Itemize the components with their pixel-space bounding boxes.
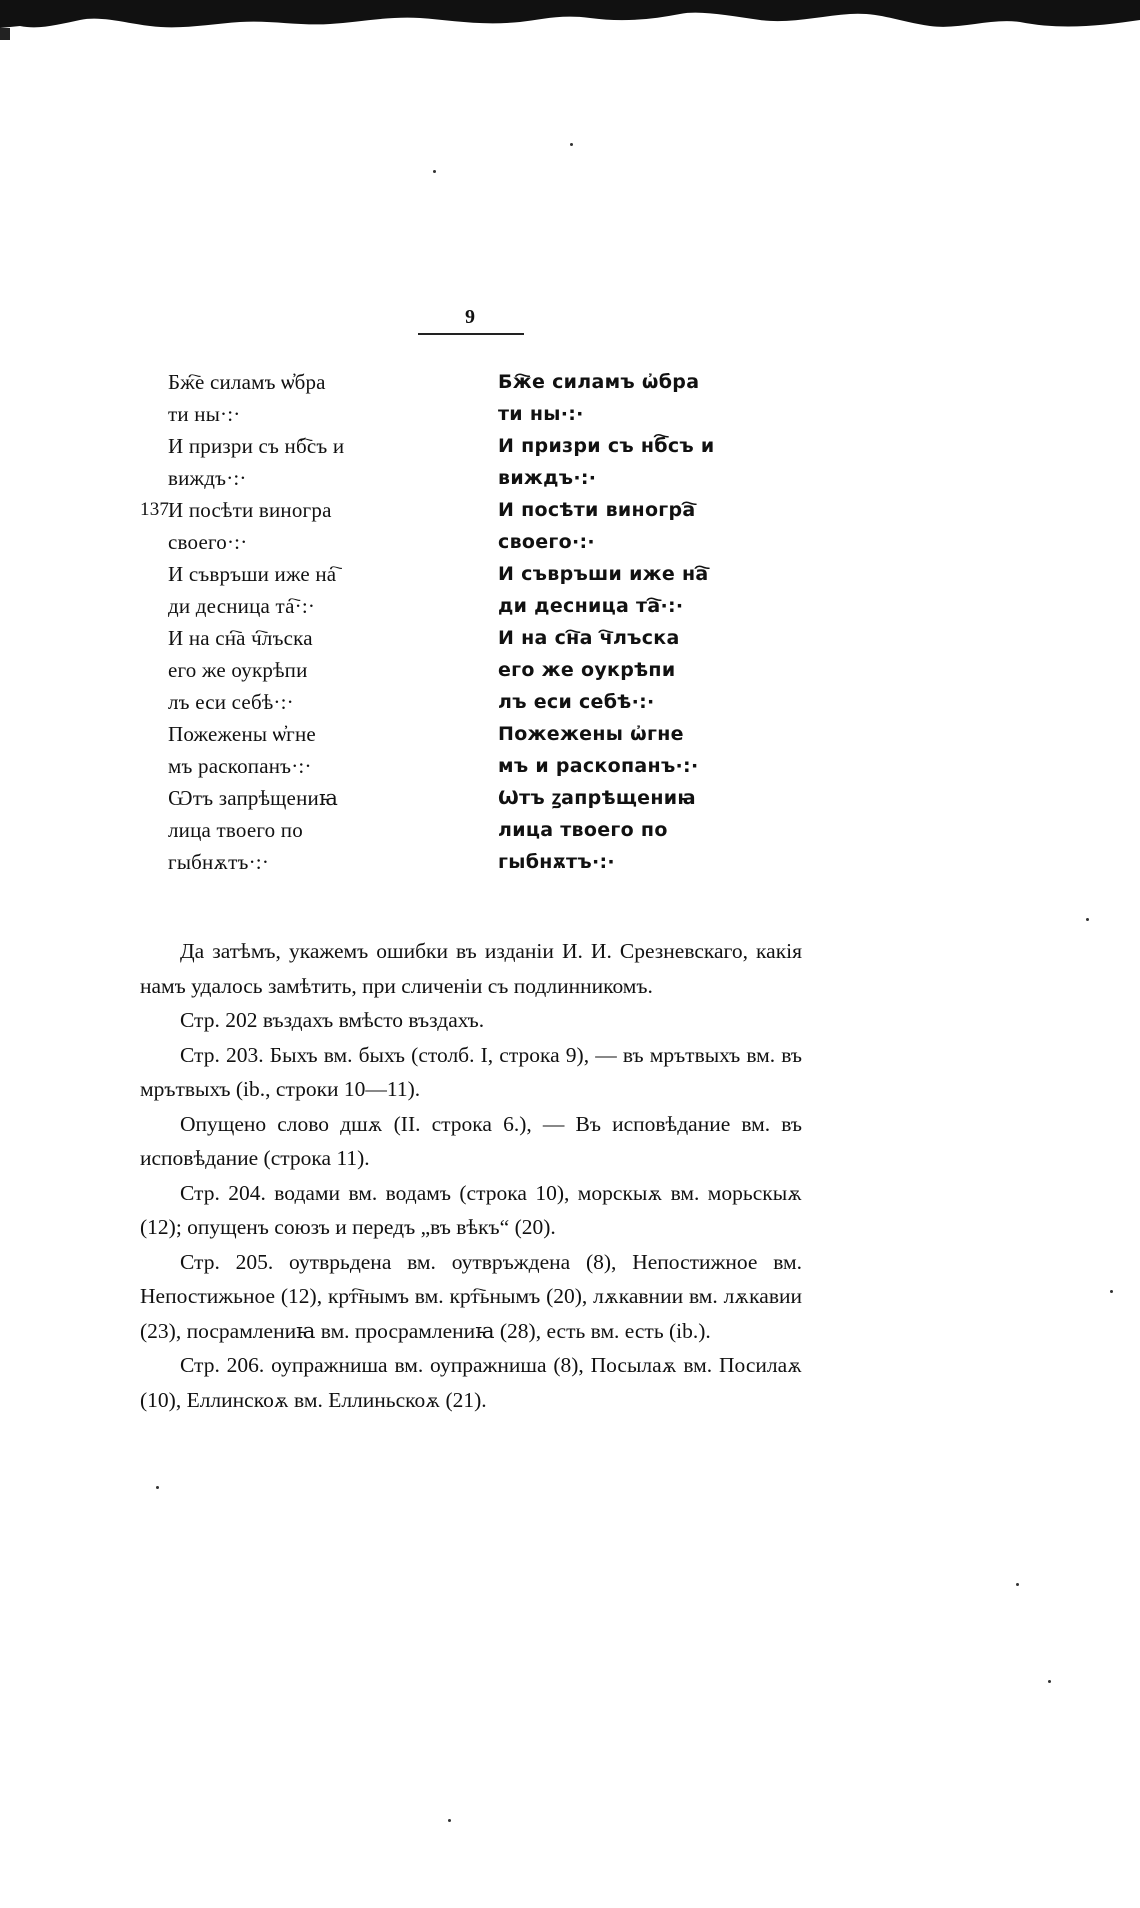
right-line: Бж҇е силамъ ѡ҆бра — [498, 371, 700, 393]
right-line: И съвръши иже на҇ — [498, 563, 709, 585]
left-line: Бж҇е силамъ ѡ҆бра — [168, 370, 326, 394]
left-line: гыбнѫтъ·:· — [168, 850, 270, 874]
left-line: виждъ·:· — [168, 466, 247, 490]
right-line: виждъ·:· — [498, 467, 597, 489]
right-line: Ѡтъ ꙁапрѣщениꙗ — [498, 787, 696, 809]
right-line: гыбнѫтъ·:· — [498, 851, 615, 873]
right-line: И призри съ нб҇съ и — [498, 435, 715, 457]
errata-paragraph: Да затѣмъ, укажемъ ошибки въ изданіи И. И. Срезневскаго, какія намъ удалось замѣтить, при сличеніи съ подлинникомъ. — [140, 939, 802, 998]
scan-speck — [570, 143, 573, 146]
errata-paragraph: Стр. 205. оутврьдена вм. оутвръждена (8), Непостижное вм. Непостижьное (12), крт҇нымъ вм. крт҇ьнымъ (20), лѫкавнии вм. лѫкавии (23), посрамлениꙗ вм. просрамлениꙗ (28), есть вм. есть (ib.). — [140, 1249, 802, 1343]
left-column — [140, 366, 345, 878]
scan-speck — [1016, 1583, 1019, 1586]
left-line: лъ еси себѣ·:· — [168, 690, 294, 714]
page-number-rule — [418, 333, 524, 335]
right-line: И на сн҇а ч҇лъска — [498, 627, 680, 649]
left-line: лица твоего по — [168, 818, 303, 842]
left-line: его же оукрѣпи — [168, 658, 308, 682]
errata-paragraph: Опущено слово дшѫ (II. строка 6.), — Въ исповѣдание вм. въ исповѣдание (строка 11). — [140, 1111, 802, 1170]
scan-speck — [448, 1819, 451, 1822]
right-line: ти ны·:· — [498, 403, 584, 425]
left-line: ти ны·:· — [168, 402, 241, 426]
verse-number: 137 — [140, 499, 170, 520]
errata-text — [140, 934, 802, 1417]
left-line: И посѣти виногра — [168, 498, 332, 522]
scan-speck — [1048, 1680, 1051, 1683]
scan-speck — [433, 170, 436, 173]
right-line: ди десница та҇·:· — [498, 595, 684, 617]
right-line: лица твоего по — [498, 819, 668, 841]
right-line: его же оукрѣпи — [498, 659, 676, 681]
page-number: 9 — [465, 306, 475, 328]
right-line: И посѣти виногра҇ — [498, 499, 696, 521]
errata-paragraph: Стр. 202 въздахъ вмѣсто въздахъ. — [180, 1008, 485, 1032]
scan-speck — [1110, 1290, 1113, 1293]
scan-speck — [156, 1486, 159, 1489]
right-line: Пожежены ѡ҆гне — [498, 723, 684, 745]
left-line: И на сн҇а ч҇лъска — [168, 626, 313, 650]
errata-paragraph: Стр. 203. Быхъ вм. быхъ (столб. I, строка 9), — въ мрътвыхъ вм. въ мрътвыхъ (ib., строки 10—11). — [140, 1042, 802, 1101]
right-line: мъ и раскопанъ·:· — [498, 755, 699, 777]
right-line: лъ еси себѣ·:· — [498, 691, 655, 713]
left-line: своего·:· — [168, 530, 248, 554]
left-line: И призри съ нб҇съ и — [168, 434, 345, 458]
right-column — [498, 366, 715, 878]
left-line: И съвръши иже на҇ — [168, 562, 337, 586]
scan-speck — [1086, 918, 1089, 921]
left-line-numbered — [140, 494, 344, 526]
right-line: своего·:· — [498, 531, 595, 553]
errata-paragraph: Стр. 204. водами вм. водамъ (строка 10), морскыѫ вм. морьскыѫ (12); опущенъ союзъ и передъ „въ вѣкъ“ (20). — [140, 1180, 802, 1239]
scanned-top-edge — [0, 0, 1140, 40]
errata-paragraph: Стр. 206. оупражниша вм. оупражниша (8), Посылаѫ вм. Посилаѫ (10), Еллинскоѫ вм. Еллиньскоѫ (21). — [140, 1353, 802, 1412]
left-line: Ѡтъ запрѣщениꙗ — [168, 786, 339, 810]
left-line: Пожежены ѡ҆гне — [168, 722, 316, 746]
left-line: мъ раскопанъ·:· — [168, 754, 312, 778]
left-line: ди десница та҇·:· — [168, 594, 316, 618]
